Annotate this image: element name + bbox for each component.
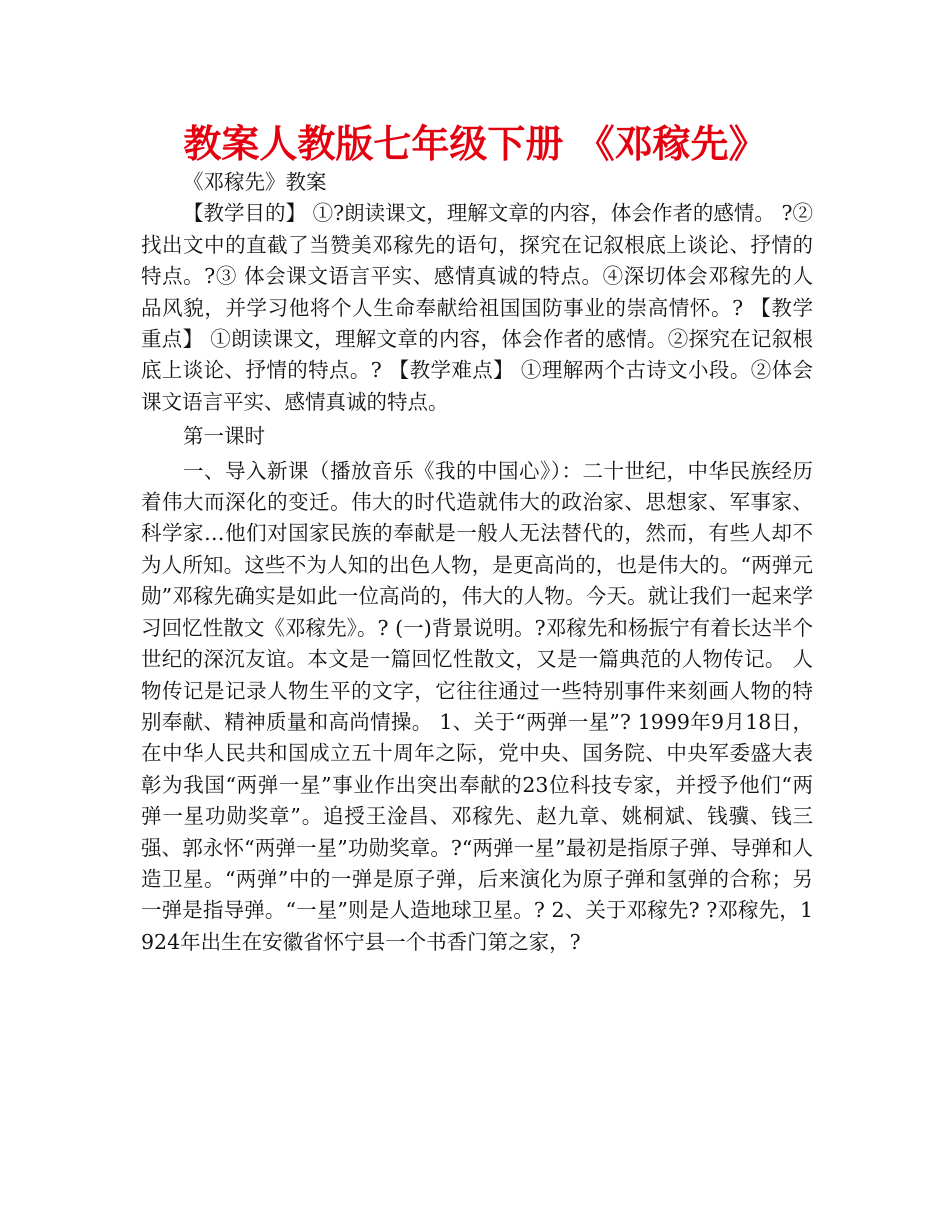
document-subtitle: 《邓稼先》教案 bbox=[183, 170, 327, 194]
paragraph-introduction: 一、导入新课（播放音乐《我的中国心》）：二十世纪，中华民族经历着伟大而深化的变迁。伟大的时代造就伟大的政治家、思想家、军事家、科学家…他们对国家民族的奉献是一般人无法替代的，然而，有些人却不为人所知。这些不为人知的出色人物，是更高尚的，也是伟大的。“两弹元勋”邓稼先确实是如此一位高尚的，伟大的人物。今天。就让我们一起来学习回忆性散文《邓稼先》。? (一)背景说明。?邓稼先和杨振宁有着长达半个世纪的深沉友谊。本文是一篇回忆性散文，又是一篇典范的人物传记。 人物传记是记录人物生平的文字，它往往通过一些特别事件来刻画人物的特别奉献、精神质量和高尚情操。 1、关于“两弹一星”? 1999年9月18日，在中华人民共和国成立五十周年之际，党中央、国务院、中央军委盛大表彰为我国“两弹一星”事业作出突出奉献的23位科技专家，并授予他们“两弹一星功勋奖章”。追授王淦昌、邓稼先、赵九章、姚桐斌、钱骥、钱三强、郭永怀“两弹一星”功勋奖章。?“两弹一星”最初是指原子弹、导弹和人造卫星。“两弹”中的一弹是原子弹，后来演化为原子弹和氢弹的合称；另一弹是指导弹。“一星”则是人造地球卫星。? 2、关于邓稼先? ?邓稼先，1924年出生在安徽省怀宁县一个书香门第之家，? bbox=[141, 458, 813, 954]
document-body bbox=[141, 167, 813, 958]
paragraph-objectives: 【教学目的】 ①?朗读课文，理解文章的内容，体会作者的感情。 ?② 找出文中的直截了当赞美邓稼先的语句，探究在记叙根底上谈论、抒情的特点。?③ 体会课文语言平实、感情真诚的特点。④深切体会邓稼先的人品风貌，并学习他将个人生命奉献给祖国国防事业的崇高情怀。? 【教学重点】 ①朗读课文，理解文章的内容，体会作者的感情。②探究在记叙根底上谈论、抒情的特点。? 【教学难点】 ①理解两个古诗文小段。②体会课文语言平实、感情真诚的特点。 bbox=[141, 201, 813, 414]
document-title: 教案人教版七年级下册 《邓稼先》 bbox=[183, 122, 767, 166]
paragraph-lesson-heading: 第一课时 bbox=[183, 424, 265, 449]
